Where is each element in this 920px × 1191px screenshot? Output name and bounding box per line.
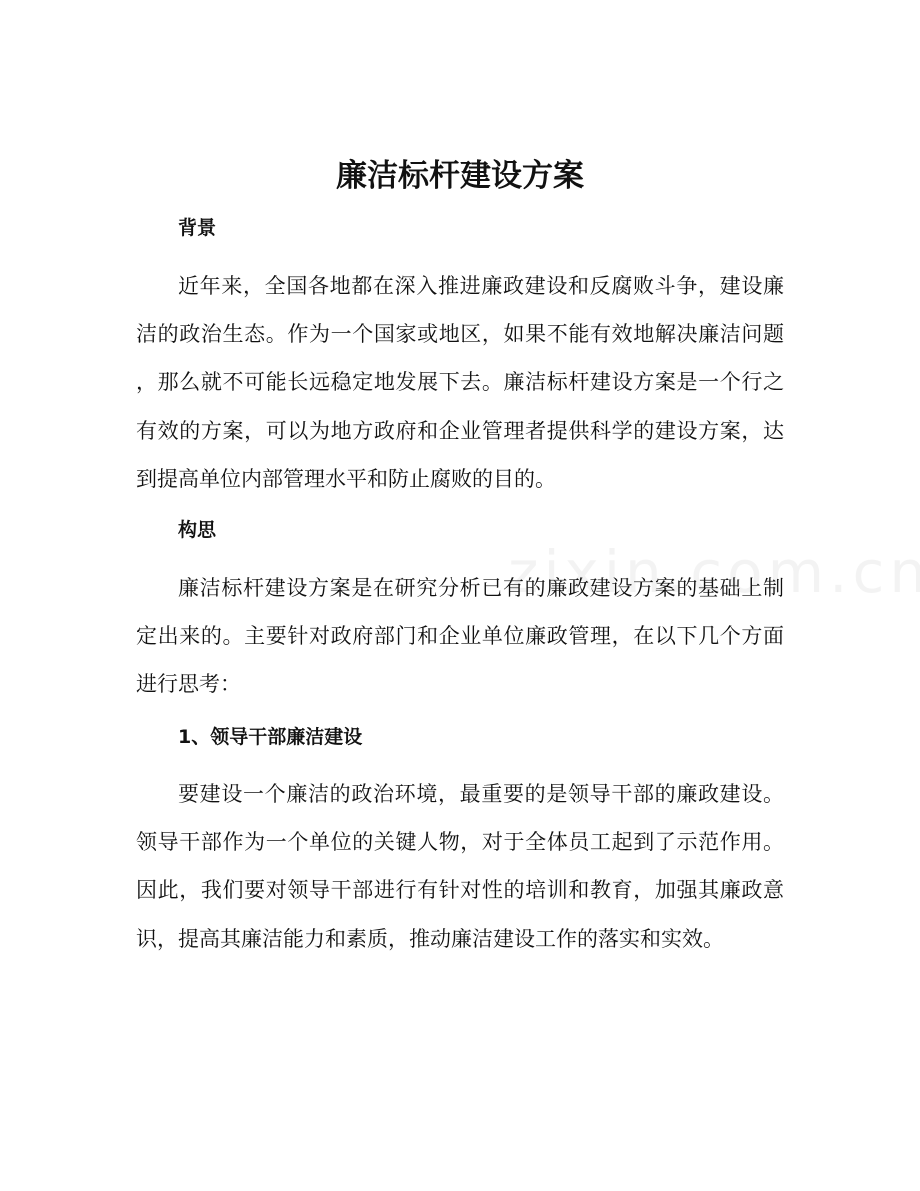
section-heading-background: 背景 — [178, 217, 217, 239]
paragraph-line: 廉洁标杆建设方案是在研究分析已有的廉政建设方案的基础上制 — [178, 576, 784, 600]
paragraph-line: 有效的方案，可以为地方政府和企业管理者提供科学的建设方案，达 — [136, 418, 784, 443]
paragraph-line: 到提高单位内部管理水平和防止腐败的目的。 — [136, 466, 556, 491]
section-heading-leadership: 1、领导干部廉洁建设 — [178, 726, 363, 748]
section-paragraph-leadership — [136, 770, 784, 963]
section-paragraph-background — [136, 262, 784, 503]
section-paragraph-concept — [136, 564, 784, 709]
paragraph-line: 领导干部作为一个单位的关键人物，对于全体员工起到了示范作用。 — [136, 830, 784, 855]
document-title: 廉洁标杆建设方案 — [336, 158, 584, 194]
paragraph-line: 识，提高其廉洁能力和素质，推动廉洁建设工作的落实和实效。 — [136, 926, 724, 951]
section-heading-concept: 构思 — [178, 519, 217, 541]
paragraph-line: 近年来，全国各地都在深入推进廉政建设和反腐败斗争，建设廉 — [178, 274, 784, 298]
paragraph-line: ，那么就不可能长远稳定地发展下去。廉洁标杆建设方案是一个行之 — [136, 370, 784, 395]
paragraph-line: 要建设一个廉洁的政治环境，最重要的是领导干部的廉政建设。 — [178, 782, 784, 806]
paragraph-line: 洁的政治生态。作为一个国家或地区，如果不能有效地解决廉洁问题 — [136, 322, 784, 347]
paragraph-line: 因此，我们要对领导干部进行有针对性的培训和教育，加强其廉政意 — [136, 878, 784, 903]
paragraph-line: 定出来的。主要针对政府部门和企业单位廉政管理，在以下几个方面 — [136, 624, 784, 649]
paragraph-line: 进行思考： — [136, 672, 241, 697]
